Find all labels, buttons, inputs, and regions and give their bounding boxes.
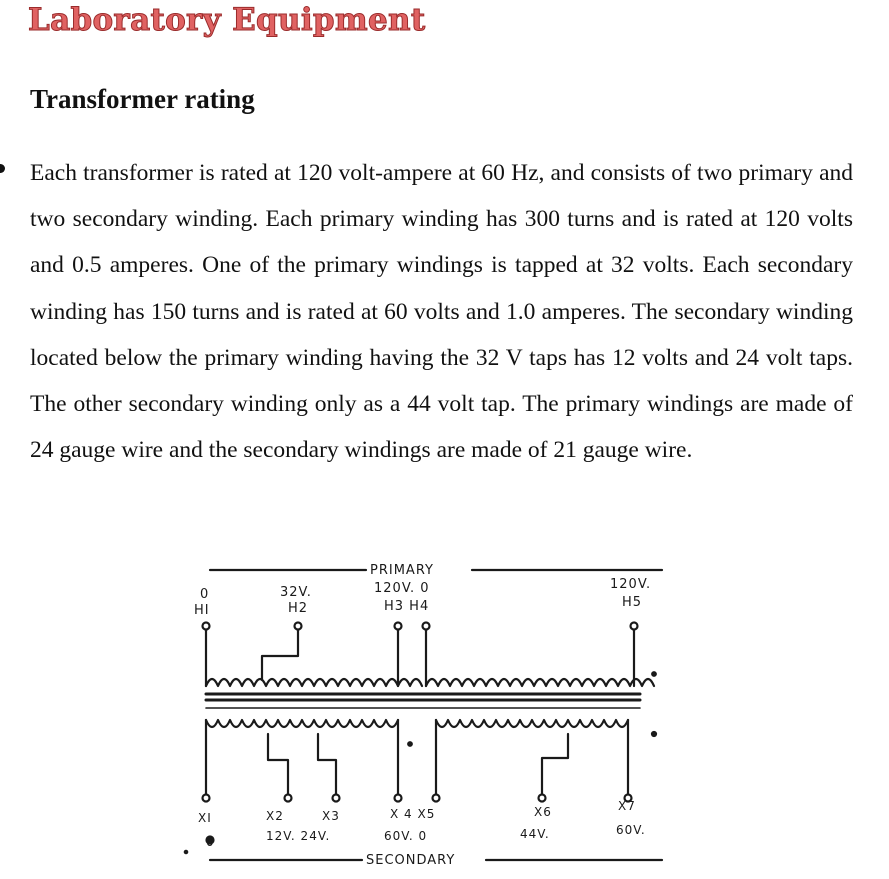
x4-x5-label: X 4 X5 (390, 807, 436, 821)
h1-zero-label: 0 (200, 587, 210, 602)
h5-label: H5 (622, 595, 643, 610)
h2-label: H2 (288, 601, 309, 616)
x7-volts-label: 60V. (616, 823, 646, 837)
x3-label: X3 (322, 809, 340, 823)
primary-label: PRIMARY (370, 563, 434, 578)
x1-volts-label: 0 (206, 835, 215, 849)
transformer-description: Each transformer is rated at 120 volt-ampere at 60 Hz, and consists of two primary and two secondary winding. Each primary winding has 300 turns and is rated at 120 volts and 0.5 amperes. One of the primary windings is tapped at 32 volts. Each secondary winding has 150 turns and is rated at 60 volts and 1.0 amperes. The secondary winding located below the primary winding having the 32 V taps has 12 volts and 24 volt taps. The other secondary winding only as a 44 volt tap. The primary windings are made of 24 gauge wire and the secondary windings are made of 21 gauge wire. (30, 160, 853, 464)
x2-label: X2 (266, 809, 284, 823)
x6-label: X6 (534, 805, 552, 819)
x1-label: XI (198, 811, 212, 825)
x7-label: X7 (618, 799, 636, 813)
x2-x3-volts-label: 12V. 24V. (266, 829, 331, 843)
page-title: Laboratory Equipment (28, 2, 426, 38)
bullet-icon (0, 164, 5, 173)
h1-label: HI (194, 603, 210, 618)
h5-volts-label: 120V. (610, 577, 652, 592)
transformer-wiring-diagram (170, 548, 710, 878)
h3-volts-label: 120V. 0 (374, 581, 430, 596)
x6-volts-label: 44V. (520, 827, 550, 841)
x4-x5-volts-label: 60V. 0 (384, 829, 428, 843)
h2-volts-label: 32V. (280, 585, 312, 600)
secondary-label: SECONDARY (366, 853, 456, 868)
h3-h4-label: H3 H4 (384, 599, 430, 614)
section-title: Transformer rating (30, 84, 255, 114)
